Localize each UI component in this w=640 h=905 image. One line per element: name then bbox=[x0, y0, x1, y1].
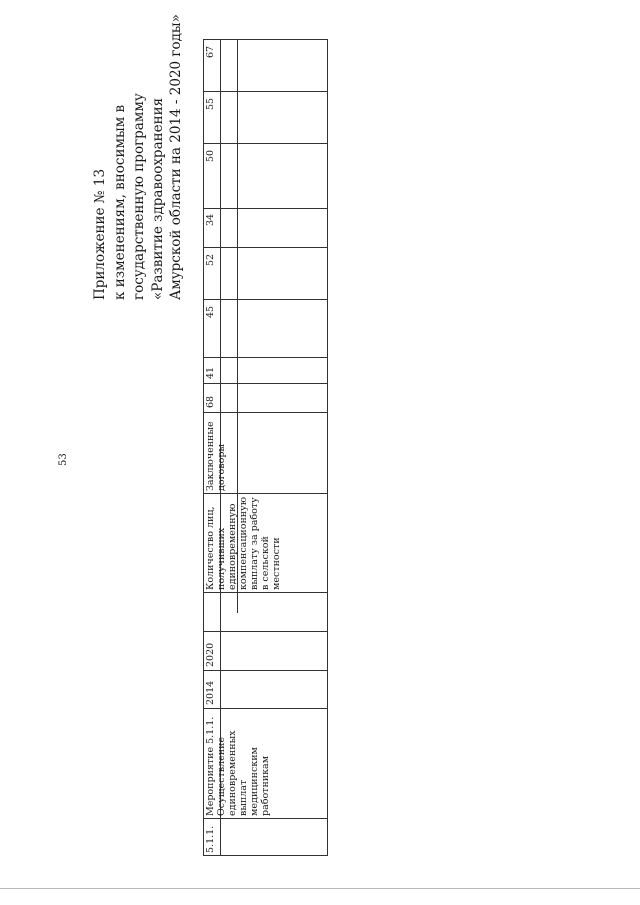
appendix-title: Приложение № 13 bbox=[92, 168, 108, 300]
table-border-top bbox=[203, 39, 328, 40]
value-cell: 52 bbox=[205, 253, 216, 266]
value-cell: 68 bbox=[205, 395, 216, 408]
table-col-separator bbox=[203, 670, 328, 671]
table-border-right bbox=[327, 39, 328, 856]
indicator-line-5: выплату за работу bbox=[249, 497, 260, 590]
value-cell: 45 bbox=[205, 305, 216, 318]
measure-line-4: выплат bbox=[238, 779, 249, 816]
scan-edge-line bbox=[0, 888, 640, 889]
table-col-separator bbox=[203, 208, 328, 209]
appendix-line-5: Амурской области на 2014 - 2020 годы» bbox=[168, 14, 184, 300]
page-number: 53 bbox=[58, 453, 69, 466]
row-number: 5.1.1. bbox=[205, 825, 216, 853]
measure-line-2: Осуществление bbox=[216, 736, 227, 816]
value-cell: 55 bbox=[205, 97, 216, 110]
year-end: 2020 bbox=[205, 642, 216, 667]
table-border-bottom bbox=[203, 855, 328, 856]
table-col-separator bbox=[203, 91, 328, 92]
table-col-separator bbox=[203, 592, 328, 593]
table-col-separator bbox=[203, 143, 328, 144]
measure-line-6: работникам bbox=[260, 755, 271, 816]
table-col-separator bbox=[203, 299, 328, 300]
table-col-separator bbox=[203, 631, 328, 632]
measure-line-1: Мероприятие 5.1.1. bbox=[205, 716, 216, 816]
indicator-line-1: Количество лиц, bbox=[205, 506, 216, 590]
indicator-line-4: компенсационную bbox=[238, 496, 249, 590]
year-start: 2014 bbox=[205, 680, 216, 705]
table-col-separator bbox=[203, 412, 328, 413]
table-col-separator bbox=[203, 818, 328, 819]
table-col-separator bbox=[203, 708, 328, 709]
table-col-separator bbox=[203, 357, 328, 358]
appendix-line-4: «Развитие здравоохранения bbox=[150, 97, 166, 300]
value-cell: 34 bbox=[205, 213, 216, 226]
appendix-line-3: государственную программу bbox=[131, 93, 147, 300]
table-col-separator bbox=[203, 383, 328, 384]
measure-line-3: единовременных bbox=[227, 730, 238, 816]
result-line-2: договоры bbox=[216, 444, 227, 491]
value-cell: 67 bbox=[205, 45, 216, 58]
measure-line-5: медицинским bbox=[249, 747, 260, 816]
indicator-line-6: в сельской bbox=[260, 536, 271, 590]
appendix-line-2: к изменениям, вносимым в bbox=[112, 104, 128, 300]
table-col-separator bbox=[203, 247, 328, 248]
table-col-separator bbox=[203, 493, 328, 494]
indicator-line-2: получивших bbox=[216, 527, 227, 590]
indicator-line-3: единовременную bbox=[227, 503, 238, 590]
value-cell: 41 bbox=[205, 366, 216, 379]
indicator-line-7: местности bbox=[271, 537, 282, 590]
value-cell: 50 bbox=[205, 149, 216, 162]
table-border-left bbox=[203, 39, 204, 856]
result-line-1: Заключенные bbox=[205, 421, 216, 491]
